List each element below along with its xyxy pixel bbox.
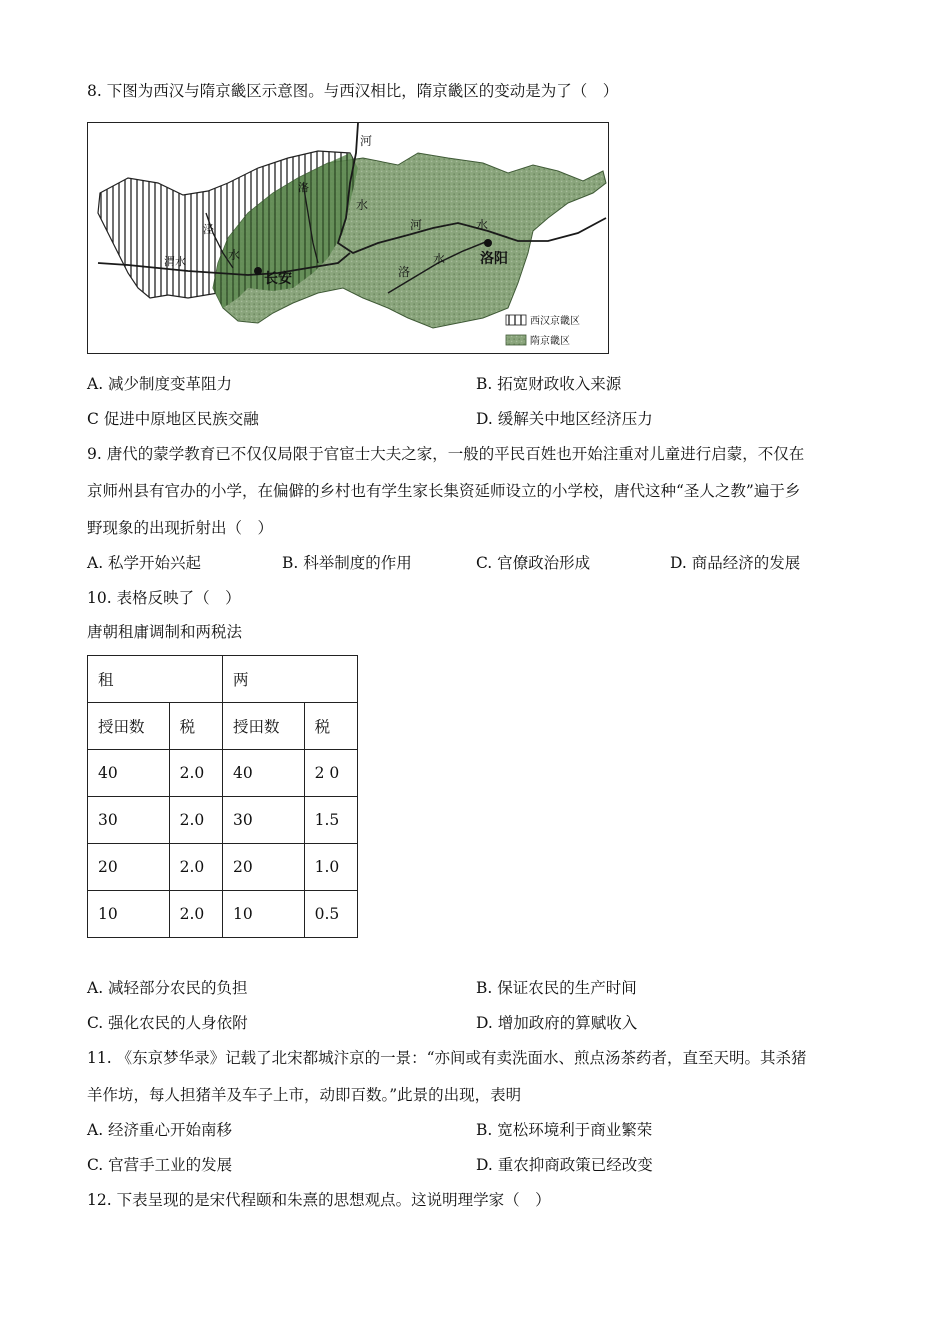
- table-cell: 2.0: [169, 891, 222, 938]
- table-subhead-cell: 税: [169, 703, 222, 750]
- table-row: [88, 844, 358, 891]
- label-changan: 长安: [264, 270, 292, 286]
- table-cell: 40: [88, 750, 170, 797]
- label-he2: 河: [410, 218, 423, 232]
- table-cell: 1.0: [304, 844, 357, 891]
- changan-dot: [254, 267, 262, 275]
- q9-stem-line-2: 京师州县有官办的小学，在偏僻的乡村也有学生家长集资延师设立的小学校，唐代这种“圣人之教”遍于乡: [87, 482, 801, 500]
- table-cell: 10: [223, 891, 305, 938]
- q8-option-b[interactable]: B. 拓宽财政收入来源: [476, 375, 622, 393]
- label-luoyang: 洛阳: [480, 250, 508, 266]
- table-cell: 2.0: [169, 750, 222, 797]
- q10-option-b[interactable]: B. 保证农民的生产时间: [476, 979, 637, 997]
- q12-stem: 12. 下表呈现的是宋代程颐和朱熹的思想观点。这说明理学家（ ）: [87, 1191, 551, 1209]
- table-cell: 1.5: [304, 797, 357, 844]
- table-cell: 20: [223, 844, 305, 891]
- label-shui-b: 水: [228, 248, 241, 262]
- q11-option-c[interactable]: C. 官营手工业的发展: [87, 1156, 233, 1174]
- q11-option-d[interactable]: D. 重农抑商政策已经改变: [476, 1156, 653, 1174]
- luoyang-dot: [484, 239, 492, 247]
- table-row: [88, 797, 358, 844]
- q11-option-b[interactable]: B. 宽松环境利于商业繁荣: [476, 1121, 653, 1139]
- label-he: 河: [360, 134, 373, 148]
- table-head-row: [88, 656, 358, 703]
- q9-option-c[interactable]: C. 官僚政治形成: [476, 554, 591, 572]
- table-cell: 2.0: [169, 844, 222, 891]
- q10-option-c[interactable]: C. 强化农民的人身依附: [87, 1014, 248, 1032]
- q10-option-d[interactable]: D. 增加政府的算赋收入: [476, 1014, 638, 1032]
- legend-sui-label: 隋京畿区: [530, 336, 570, 347]
- label-luo-top: 洛: [298, 182, 309, 194]
- q11-stem-line-1: 11. 《东京梦华录》记载了北宋都城汴京的一景：“亦间或有卖洗面水、煎点汤茶药者，直至天明。其杀猪: [87, 1049, 807, 1067]
- table-subhead-cell: 税: [304, 703, 357, 750]
- label-shui-a: 水: [356, 198, 369, 212]
- table-head-cell: 租: [88, 656, 223, 703]
- table-cell: 0.5: [304, 891, 357, 938]
- label-wei: 渭水: [164, 256, 186, 268]
- q9-option-a[interactable]: A. 私学开始兴起: [87, 554, 202, 572]
- label-luo2: 洛: [398, 265, 411, 279]
- table-head-cell: 两: [223, 656, 358, 703]
- q10-stem: 10. 表格反映了（ ）: [87, 589, 241, 607]
- q10-option-a[interactable]: A. 减轻部分农民的负担: [87, 979, 248, 997]
- map-figure: [87, 122, 609, 354]
- table-subhead-row: [88, 703, 358, 750]
- tax-table: [87, 655, 358, 938]
- map-svg: [88, 123, 608, 353]
- q9-option-d[interactable]: D. 商品经济的发展: [670, 554, 801, 572]
- q8-stem: 8. 下图为西汉与隋京畿区示意图。与西汉相比，隋京畿区的变动是为了（ ）: [87, 82, 619, 100]
- q11-stem-line-2: 羊作坊，每人担猪羊及车子上市，动即百数。”此景的出现，表明: [87, 1086, 522, 1104]
- q10-table-caption: 唐朝租庸调制和两税法: [87, 623, 243, 641]
- q9-stem-line-1: 9. 唐代的蒙学教育已不仅仅局限于官宦士大夫之家，一般的平民百姓也开始注重对儿童进行启蒙，不仅在: [87, 445, 805, 463]
- table-cell: 30: [223, 797, 305, 844]
- q9-option-b[interactable]: B. 科举制度的作用: [282, 554, 412, 572]
- legend-xihan-label: 西汉京畿区: [530, 316, 580, 327]
- table-cell: 2 0: [304, 750, 357, 797]
- table-subhead-cell: 授田数: [88, 703, 170, 750]
- q8-option-d[interactable]: D. 缓解关中地区经济压力: [476, 410, 653, 428]
- table-row: [88, 750, 358, 797]
- label-shui-d: 水: [433, 252, 446, 266]
- table-row: [88, 891, 358, 938]
- q8-option-c[interactable]: C 促进中原地区民族交融: [87, 410, 259, 428]
- label-shui-c: 水: [476, 218, 489, 232]
- table-cell: 30: [88, 797, 170, 844]
- table-cell: 2.0: [169, 797, 222, 844]
- q8-option-a[interactable]: A. 减少制度变革阻力: [87, 375, 233, 393]
- table-subhead-cell: 授田数: [223, 703, 305, 750]
- table-cell: 20: [88, 844, 170, 891]
- q9-stem-line-3: 野现象的出现折射出（ ）: [87, 519, 274, 537]
- table-cell: 40: [223, 750, 305, 797]
- q11-option-a[interactable]: A. 经济重心开始南移: [87, 1121, 233, 1139]
- label-jing: 泾: [203, 224, 214, 236]
- legend-xihan-swatch: [506, 315, 526, 325]
- legend-sui-swatch: [506, 335, 526, 345]
- table-cell: 10: [88, 891, 170, 938]
